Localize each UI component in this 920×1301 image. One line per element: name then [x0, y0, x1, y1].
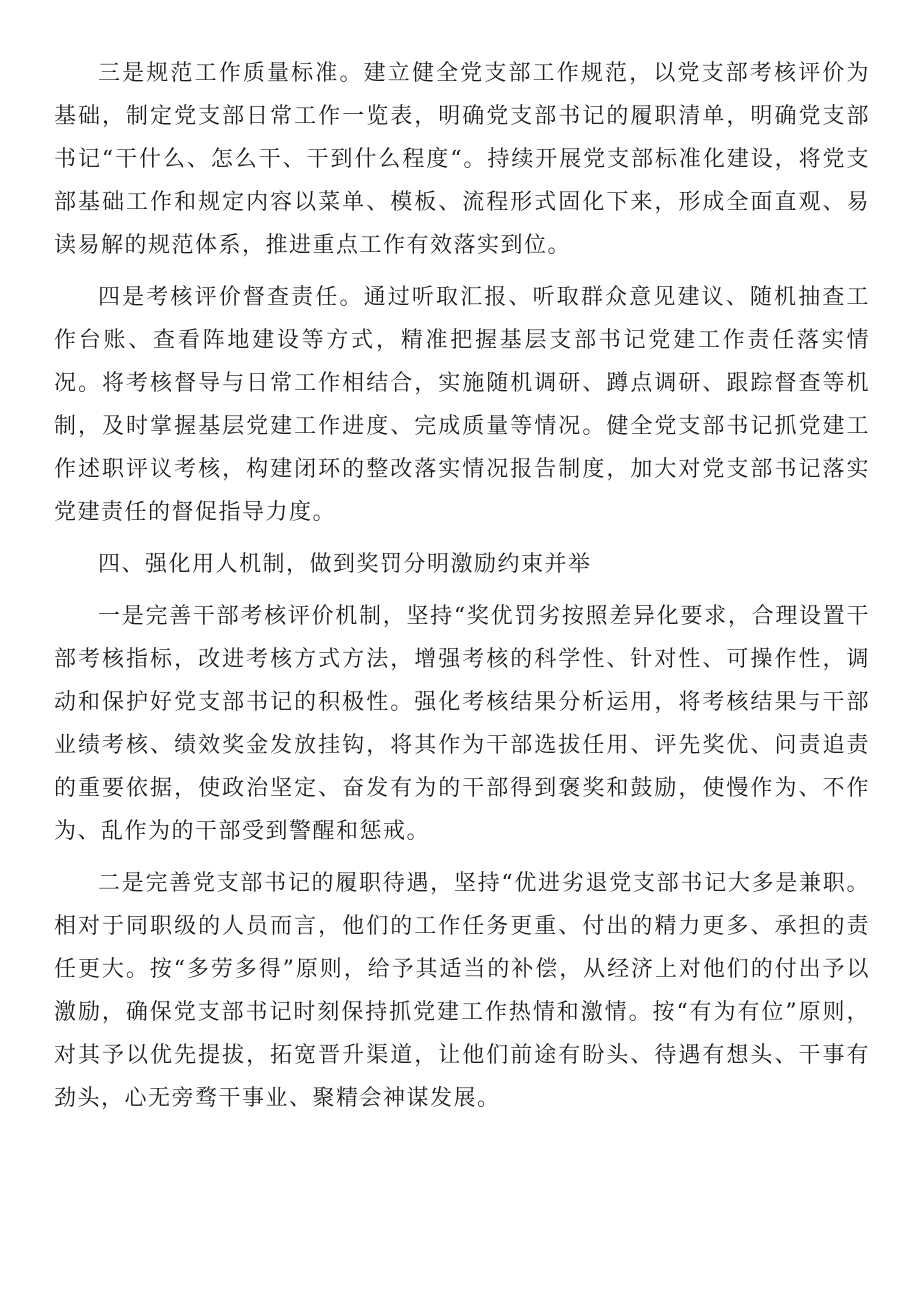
paragraph-standards: 三是规范工作质量标准。建立健全党支部工作规范，以党支部考核评价为基础，制定党支部日常工作一览表，明确党支部书记的履职清单，明确党支部书记“干什么、怎么干、干到什么程度“。持续开展党支部标准化建设，将党支部基础工作和规定内容以菜单、模板、流程形式固化下来，形成全面直观、易读易解的规范体系，推进重点工作有效落实到位。	[54, 61, 870, 258]
paragraph-cadre-evaluation: 一是完善干部考核评价机制，坚持“奖优罚劣按照差异化要求，合理设置干部考核指标，改进考核方式方法，增强考核的科学性、针对性、可操作性，调动和保护好党支部书记的积极性。强化考核结果分析运用，将考核结果与干部业绩考核、绩效奖金发放挂钩，将其作为干部选拔任用、评先奖优、问责追责的重要依据，使政治坚定、奋发有为的干部得到褒奖和鼓励，使慢作为、不作为、乱作为的干部受到警醒和惩戒。	[54, 604, 870, 844]
paragraph-assessment: 四是考核评价督查责任。通过听取汇报、听取群众意见建议、随机抽查工作台账、查看阵地建设等方式，精准把握基层支部书记党建工作责任落实情况。将考核督导与日常工作相结合，实施随机调研、蹲点调研、跟踪督查等机制，及时掌握基层党建工作进度、完成质量等情况。健全党支部书记抓党建工作述职评议考核，构建闭环的整改落实情况报告制度，加大对党支部书记落实党建责任的督促指导力度。	[54, 285, 870, 525]
section-heading: 四、强化用人机制，做到奖罚分明激励约束并举	[98, 552, 592, 577]
paragraph-secretary-treatment: 二是完善党支部书记的履职待遇，坚持“优进劣退党支部书记大多是兼职。相对于同职级的人员而言，他们的工作任务更重、付出的精力更多、承担的责任更大。按“多劳多得”原则，给予其适当的补偿，从经济上对他们的付出予以激励，确保党支部书记时刻保持抓党建工作热情和激情。按“有为有位”原则，对其予以优先提拔，拓宽晋升渠道，让他们前途有盼头、待遇有想头、干事有劲头，心无旁骛干事业、聚精会神谋发展。	[54, 871, 870, 1111]
document-body	[54, 52, 870, 1129]
